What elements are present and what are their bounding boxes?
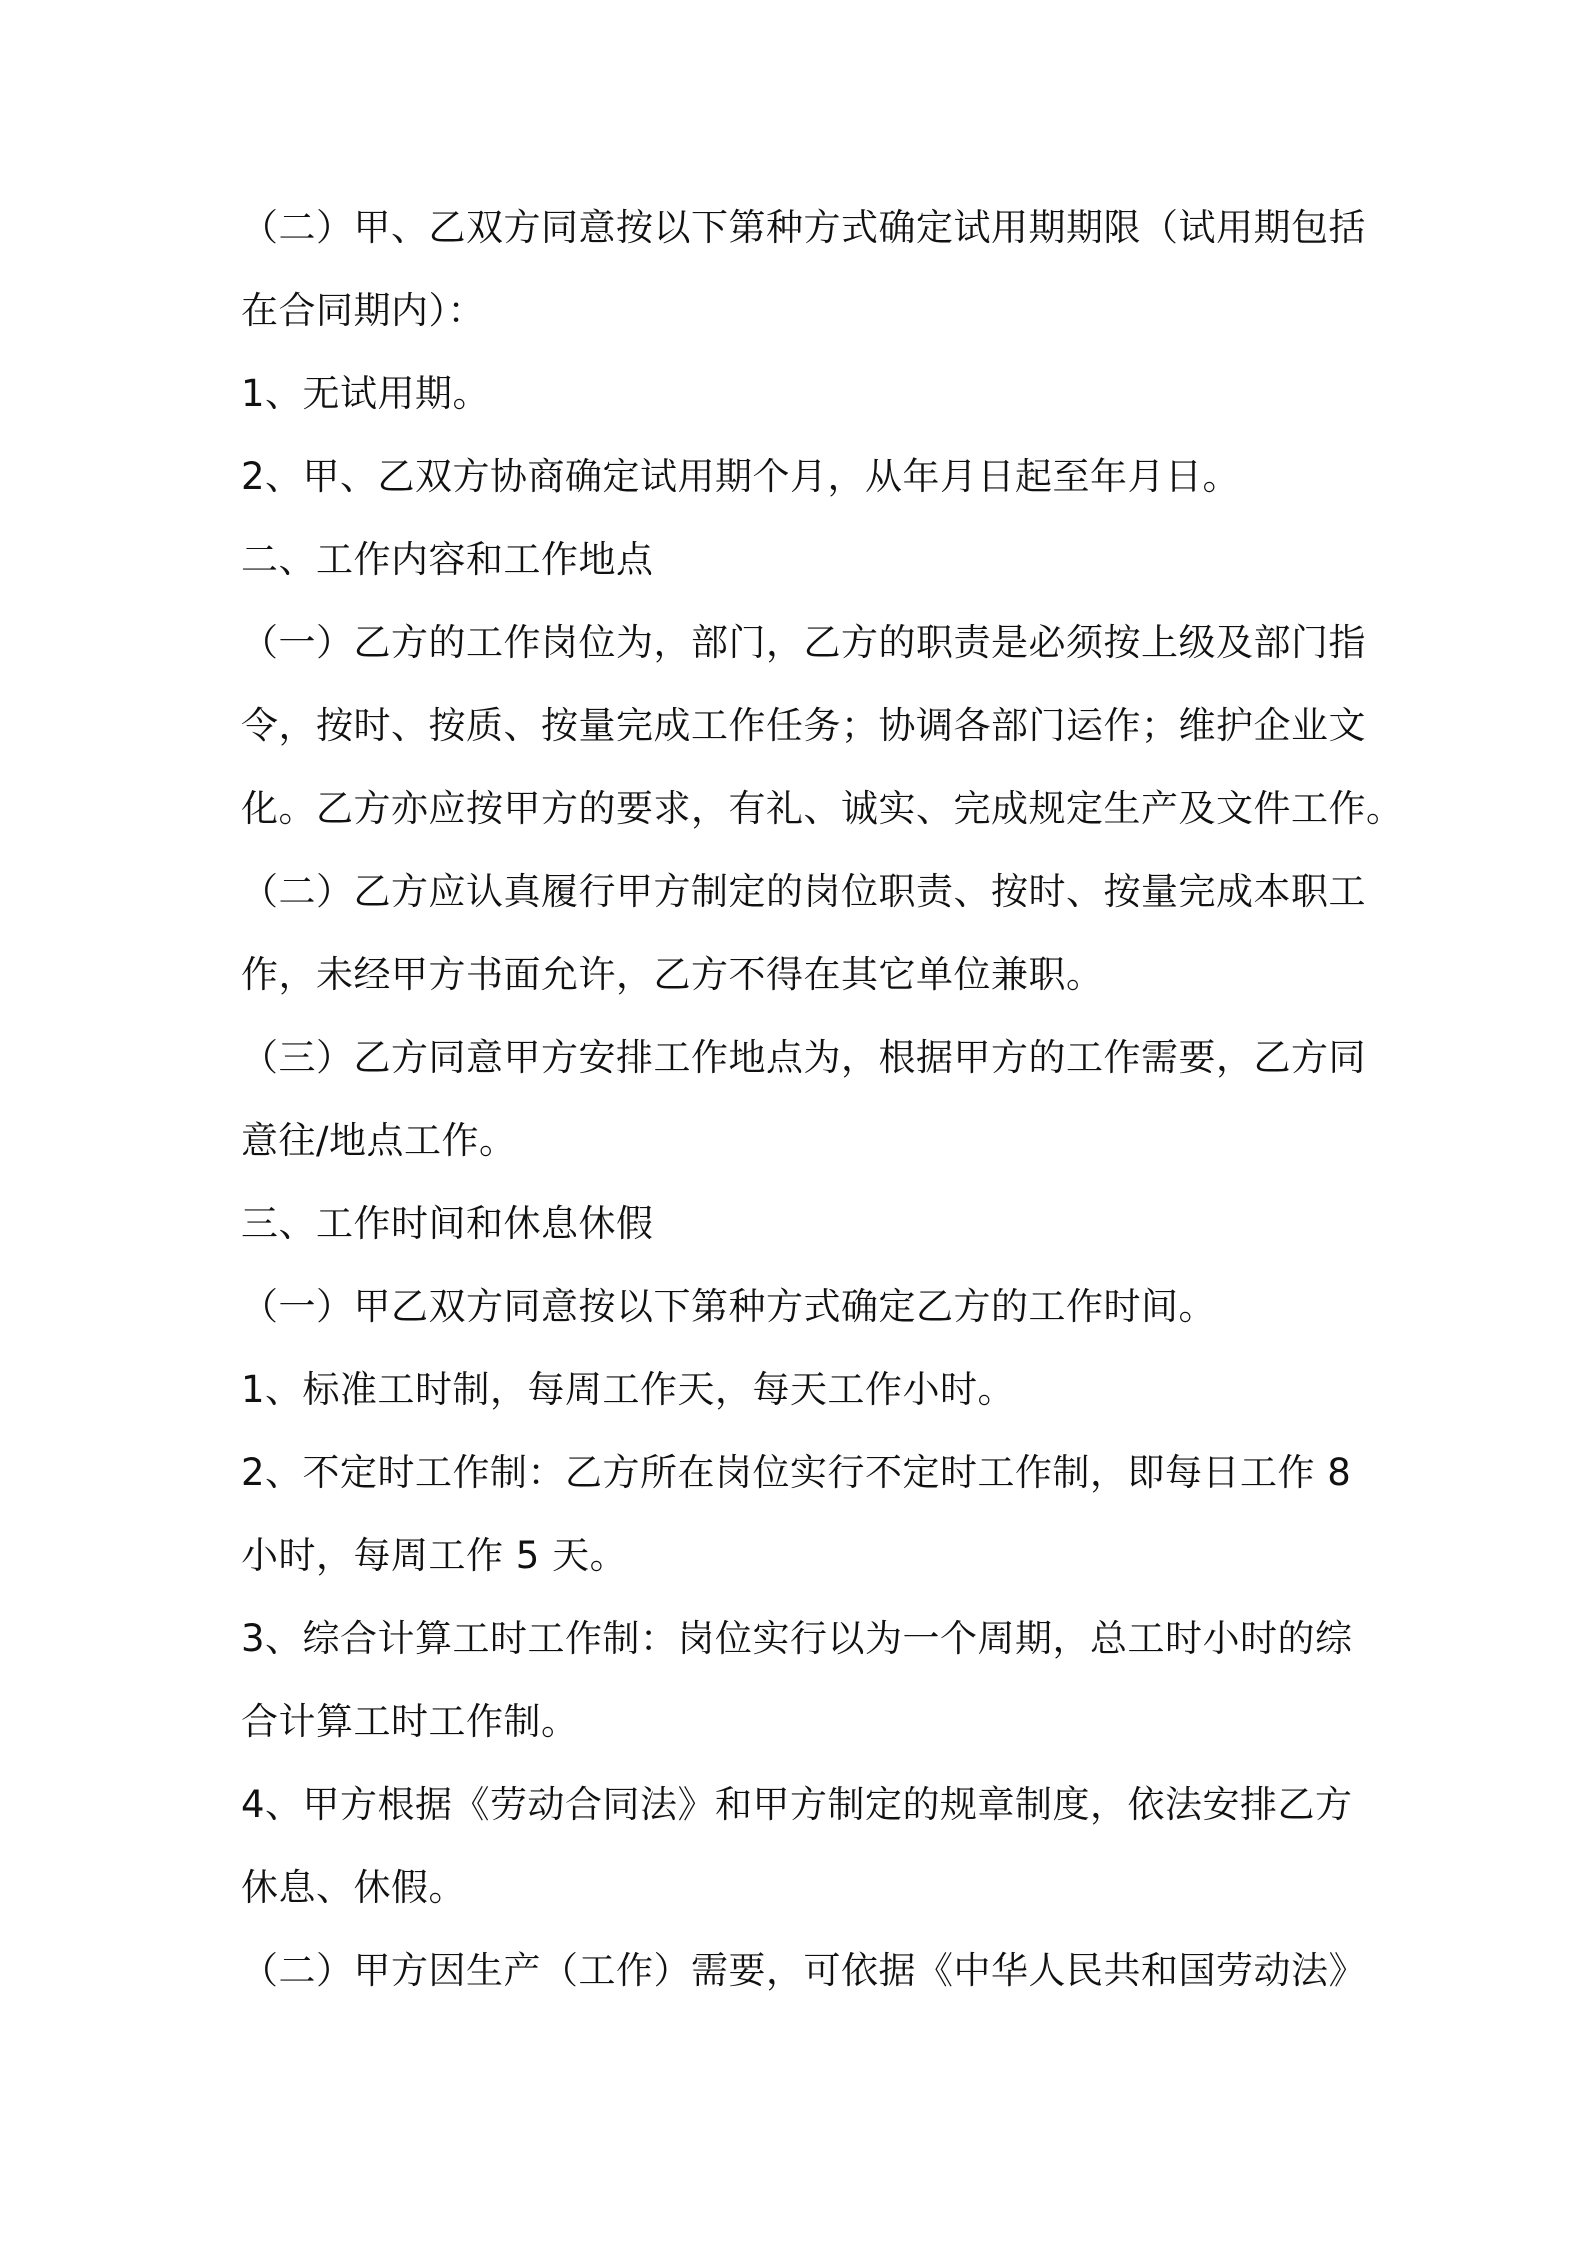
paragraph-line: 作，未经甲方书面允许，乙方不得在其它单位兼职。 <box>241 953 1104 996</box>
paragraph-line: 2、不定时工作制：乙方所在岗位实行不定时工作制，即每日工作 8 <box>241 1451 1352 1494</box>
paragraph-line: 小时，每周工作 5 天。 <box>241 1534 628 1577</box>
paragraph-line: 令，按时、按质、按量完成工作任务；协调各部门运作；维护企业文 <box>241 704 1366 747</box>
paragraph-line: （一）甲乙双方同意按以下第种方式确定乙方的工作时间。 <box>241 1285 1216 1328</box>
paragraph-line: 意往/地点工作。 <box>241 1119 517 1162</box>
paragraph-line: 2、甲、乙双方协商确定试用期个月，从年月日起至年月日。 <box>241 455 1241 498</box>
paragraph-line: （一）乙方的工作岗位为，部门，乙方的职责是必须按上级及部门指 <box>241 621 1366 664</box>
paragraph-line: （三）乙方同意甲方安排工作地点为，根据甲方的工作需要，乙方同 <box>241 1036 1366 1079</box>
paragraph-line: 1、无试用期。 <box>241 372 491 415</box>
paragraph-line: 在合同期内）： <box>241 289 485 332</box>
paragraph-line: 化。乙方亦应按甲方的要求，有礼、诚实、完成规定生产及文件工作。 <box>241 787 1404 830</box>
paragraph-line: 休息、休假。 <box>241 1866 466 1909</box>
paragraph-line: 1、标准工时制，每周工作天，每天工作小时。 <box>241 1368 1016 1411</box>
paragraph-line: 4、甲方根据《劳动合同法》和甲方制定的规章制度，依法安排乙方 <box>241 1783 1353 1826</box>
paragraph-line: 3、综合计算工时工作制：岗位实行以为一个周期，总工时小时的综 <box>241 1617 1353 1660</box>
section-heading: 二、工作内容和工作地点 <box>241 538 654 581</box>
paragraph-line: 合计算工时工作制。 <box>241 1700 579 1743</box>
paragraph-line: （二）甲、乙双方同意按以下第种方式确定试用期期限（试用期包括 <box>241 206 1366 249</box>
paragraph-line: （二）乙方应认真履行甲方制定的岗位职责、按时、按量完成本职工 <box>241 870 1366 913</box>
section-heading: 三、工作时间和休息休假 <box>241 1202 654 1245</box>
paragraph-line: （二）甲方因生产（工作）需要，可依据《中华人民共和国劳动法》 <box>241 1949 1366 1992</box>
